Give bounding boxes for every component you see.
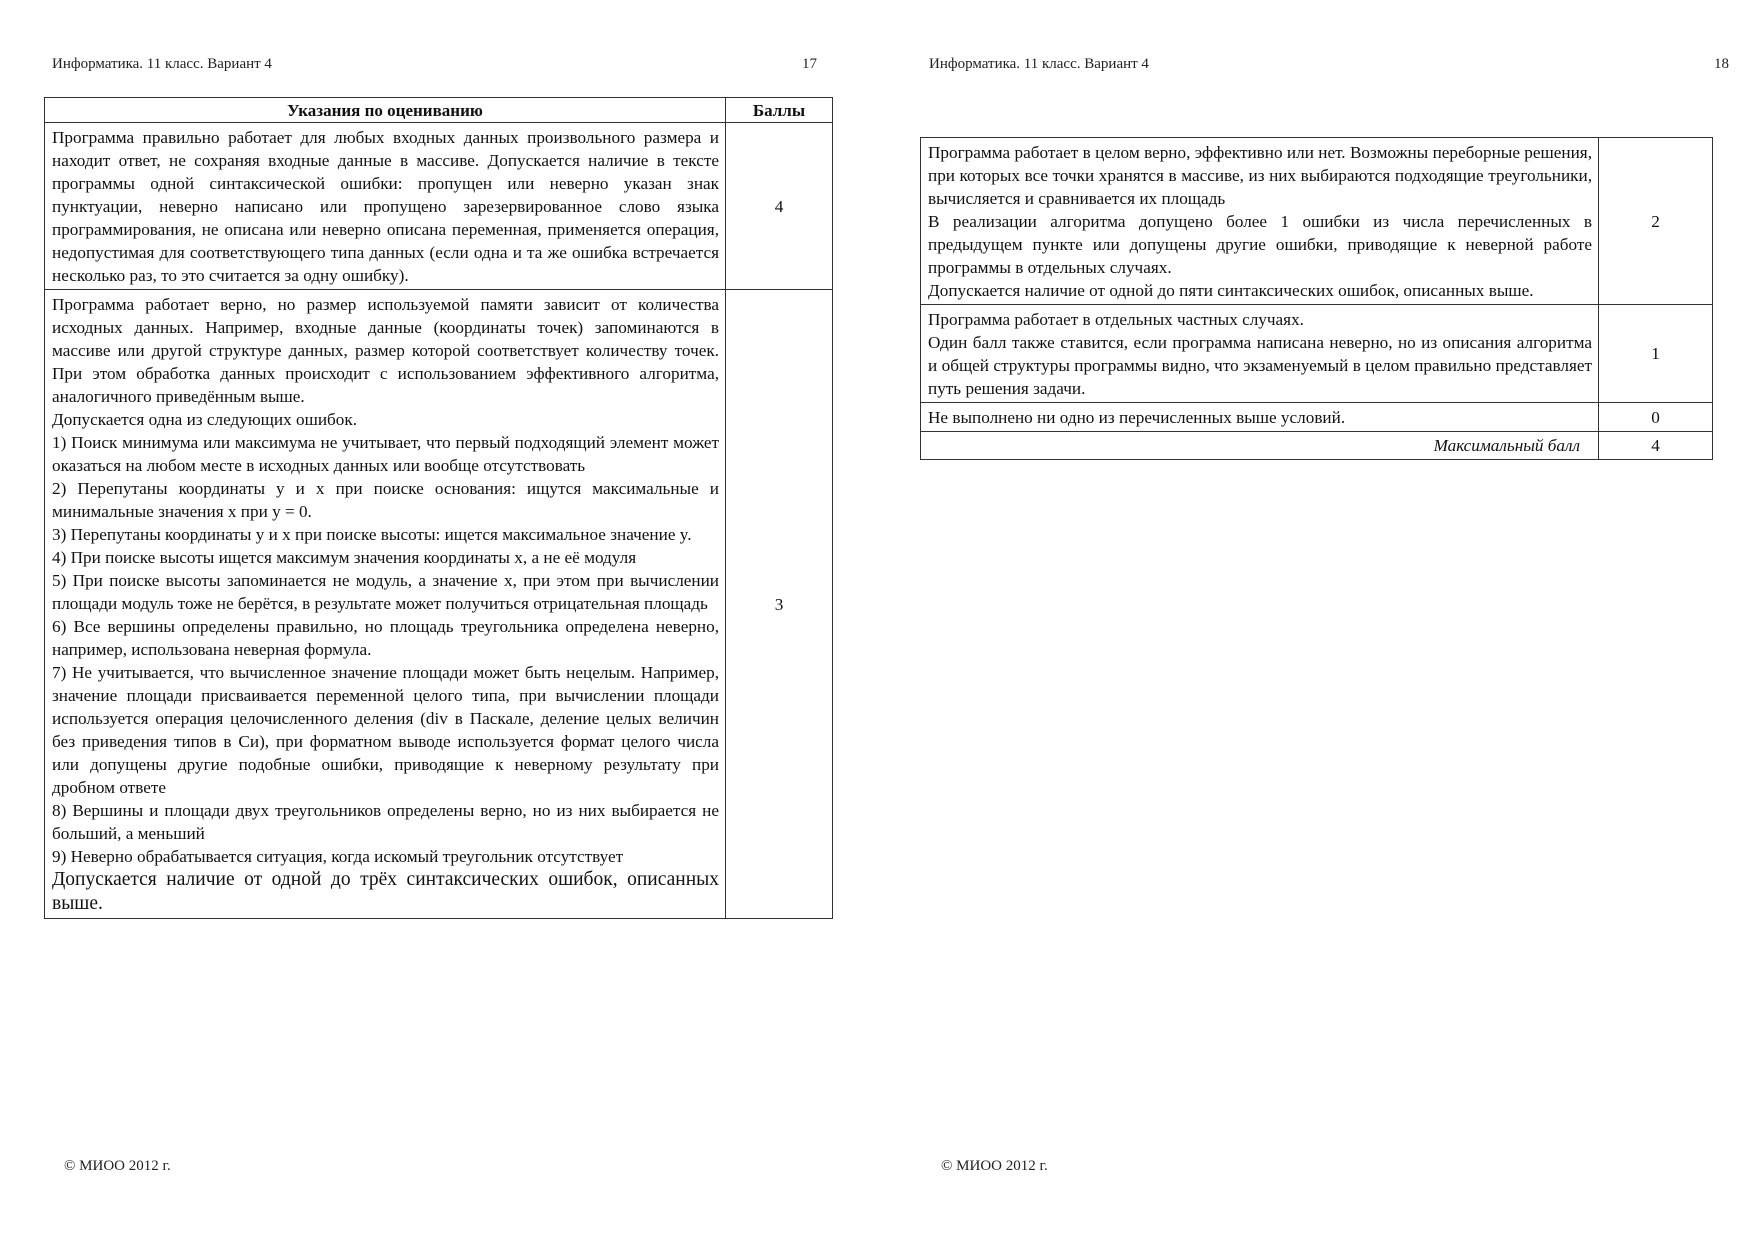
error-item: 6) Все вершины определены правильно, но площадь треугольника определена неверно, например, использована неверная формула.	[52, 617, 719, 659]
allowed-errors-heading: Допускается одна из следующих ошибок.	[52, 410, 358, 429]
header-title: Информатика. 11 класс. Вариант 4	[52, 56, 272, 72]
grading-table-continued	[920, 137, 1713, 460]
page-footer: © МИОО 2012 г.	[64, 1158, 171, 1174]
points-cell: 2	[1599, 138, 1713, 305]
table-row	[921, 305, 1713, 403]
points-header: Баллы	[726, 98, 833, 123]
syntax-note: Допускается наличие от одной до трёх синтаксических ошибок, описанных выше.	[52, 869, 719, 914]
error-item: 7) Не учитывается, что вычисленное значение площади может быть нецелым. Например, значение площади присваивается переменной целого типа, при вычислении площади используется операция целочисленного деления (div в Паскале, деление целых величин без приведения типов в Си), при форматном выводе используется формат целого числа или допущены другие подобные ошибки, приводящие к неверному результату при дробном ответе	[52, 663, 719, 797]
max-score-label: Максимальный балл	[921, 432, 1599, 460]
criteria-cell	[45, 290, 726, 919]
points-cell: 1	[1599, 305, 1713, 403]
points-cell: 4	[726, 123, 833, 290]
error-item: 1) Поиск минимума или максимума не учитывает, что первый подходящий элемент может оказаться на любом месте в исходных данных или вообще отсутствовать	[52, 433, 719, 475]
error-item: 3) Перепутаны координаты y и x при поиске высоты: ищется максимальное значение y.	[52, 525, 692, 544]
criteria-cell	[921, 403, 1599, 432]
table-row	[921, 138, 1713, 305]
page-number: 18	[1714, 56, 1729, 72]
table-row	[45, 123, 833, 290]
grading-table	[44, 97, 833, 919]
criteria-text: Программа работает в целом верно, эффективно или нет. Возможны переборные решения, при которых все точки хранятся в массиве, из них выбираются подходящие треугольники, вычисляется и сравнивается их площадь	[928, 143, 1592, 208]
criteria-text: Программа работает в отдельных частных случаях.	[928, 310, 1304, 329]
error-item: 4) При поиске высоты ищется максимум значения координаты x, а не её модуля	[52, 548, 637, 567]
points-cell: 3	[726, 290, 833, 919]
table-row	[921, 403, 1713, 432]
criteria-cell	[45, 123, 726, 290]
points-cell: 0	[1599, 403, 1713, 432]
criteria-text: Не выполнено ни одно из перечисленных выше условий.	[928, 408, 1346, 427]
page-footer: © МИОО 2012 г.	[941, 1158, 1048, 1174]
error-item: 5) При поиске высоты запоминается не модуль, а значение x, при этом при вычислении площади модуль тоже не берётся, в результате может получиться отрицательная площадь	[52, 571, 719, 613]
page-number: 17	[802, 56, 817, 72]
table-row	[45, 290, 833, 919]
criteria-cell	[921, 138, 1599, 305]
header-title: Информатика. 11 класс. Вариант 4	[929, 56, 1149, 72]
error-item: 2) Перепутаны координаты y и x при поиске основания: ищутся максимальные и минимальные значения x при y = 0.	[52, 479, 719, 521]
error-item: 8) Вершины и площади двух треугольников определены верно, но из них выбирается не больший, а меньший	[52, 801, 719, 843]
criteria-text: Программа правильно работает для любых входных данных произвольного размера и находит ответ, не сохраняя входные данные в массиве. Допускается наличие в тексте программы одной синтаксической ошибки: пропущен или неверно указан знак пунктуации, неверно написано или пропущено зарезервированное слово языка программирования, не описана или неверно описана переменная, применяется операция, недопустимая для соответствующего типа данных (если одна и та же ошибка встречается несколько раз, то это считается за одну ошибку).	[52, 128, 719, 285]
table-header-row	[45, 98, 833, 123]
max-score-value: 4	[1599, 432, 1713, 460]
criteria-text: Один балл также ставится, если программа написана неверно, но из описания алгоритма и общей структуры программы видно, что экзаменуемый в целом правильно представляет путь решения задачи.	[928, 333, 1592, 398]
criteria-text: В реализации алгоритма допущено более 1 ошибки из числа перечисленных в предыдущем пункте или допущены другие ошибки, приводящие к неверной работе программы в отдельных случаях.	[928, 212, 1592, 277]
criteria-intro: Программа работает верно, но размер используемой памяти зависит от количества исходных данных. Например, входные данные (координаты точек) запоминаются в массиве или другой структуре данных, размер которой соответствует количеству точек. При этом обработка данных происходит с использованием эффективного алгоритма, аналогичного приведённым выше.	[52, 295, 719, 406]
criteria-cell	[921, 305, 1599, 403]
error-item: 9) Неверно обрабатывается ситуация, когда искомый треугольник отсутствует	[52, 847, 624, 866]
page-18	[877, 0, 1754, 1239]
max-score-row	[921, 432, 1713, 460]
criteria-text: Допускается наличие от одной до пяти синтаксических ошибок, описанных выше.	[928, 281, 1534, 300]
criteria-header: Указания по оцениванию	[45, 98, 726, 123]
